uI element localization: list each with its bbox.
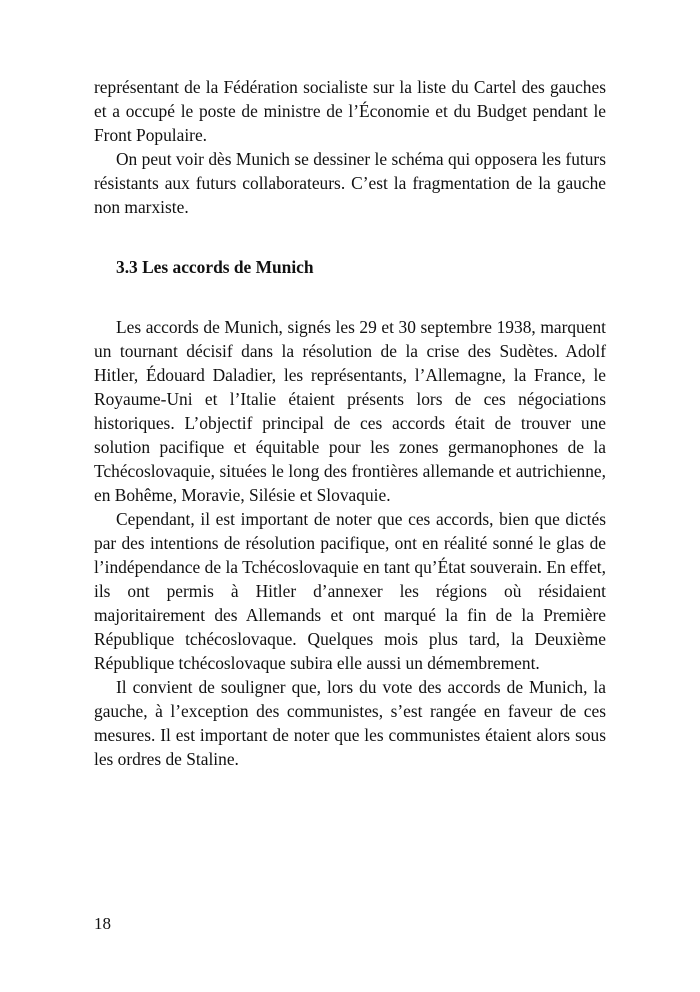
paragraph: On peut voir dès Munich se dessiner le schéma qui opposera les futurs résistants aux futurs collaborateurs. C’est la fragmentation de la gauche non marxiste. (94, 149, 606, 217)
paragraph-continuation: représentant de la Fédération socialiste sur la liste du Cartel des gauches et a occupé le poste de ministre de l’Économie et du Budget pendant le Front Populaire. (94, 77, 606, 145)
paragraph: Les accords de Munich, signés les 29 et 30 septembre 1938, marquent un tournant décisif dans la résolution de la crise des Sudètes. Adolf Hitler, Édouard Daladier, les représentants, l’Allemagne, la France, le Royaume-Uni et l’Italie étaient présents lors de ces négociations historiques. L’objectif principal de ces accords était de trouver une solution pacifique et équitable pour les zones germanophones de la Tchécoslovaquie, situées le long des frontières allemande et autrichienne, en Bohême, Moravie, Silésie et Slovaquie. (94, 317, 606, 505)
page-number: 18 (94, 914, 111, 933)
page-body (94, 75, 606, 771)
paragraph: Cependant, il est important de noter que ces accords, bien que dictés par des intentions de résolution pacifique, ont en réalité sonné le glas de l’indépendance de la Tchécoslovaquie en tant qu’État souverain. En effet, ils ont permis à Hitler d’annexer les régions où résidaient majoritairement des Allemands et ont marqué la fin de la Première République tchécoslovaque. Quelques mois plus tard, la Deuxième République tchécoslovaque subira elle aussi un démembrement. (94, 509, 606, 673)
paragraph: Il convient de souligner que, lors du vote des accords de Munich, la gauche, à l’exception des communistes, s’est rangée en faveur de ces mesures. Il est important de noter que les communistes étaient alors sous les ordres de Staline. (94, 677, 606, 769)
section-heading: 3.3 Les accords de Munich (116, 257, 314, 277)
